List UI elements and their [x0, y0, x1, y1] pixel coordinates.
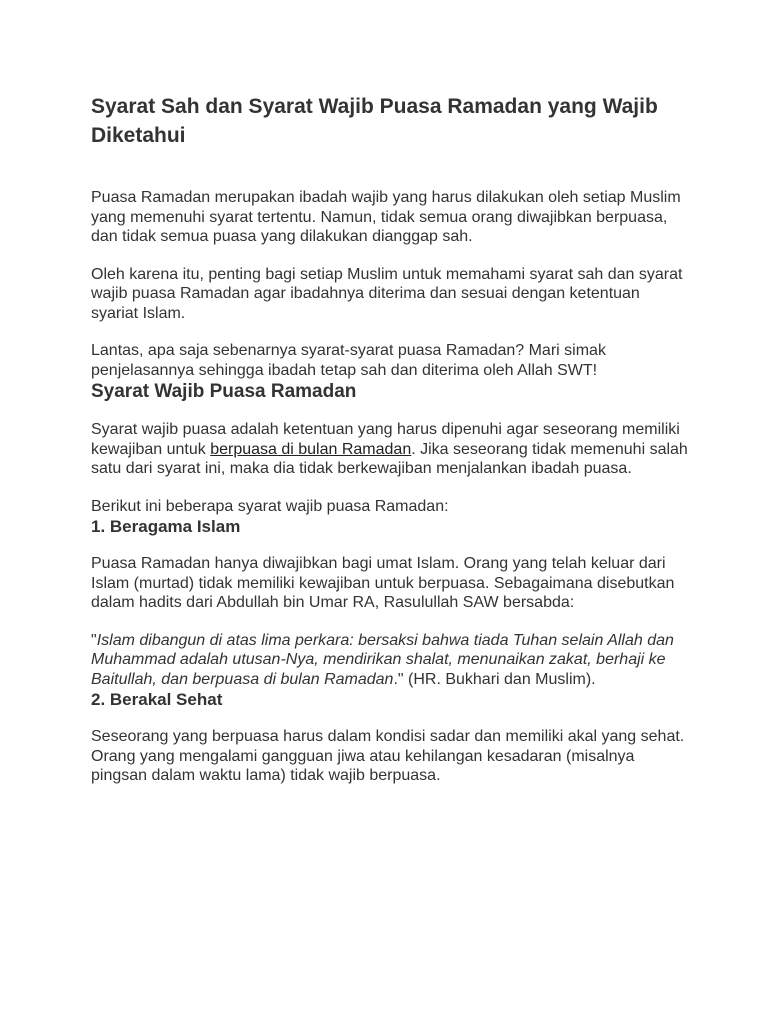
- berpuasa-ramadan-link[interactable]: berpuasa di bulan Ramadan: [210, 440, 412, 458]
- quote-text: Islam dibangun di atas lima perkara: bersaksi bahwa tiada Tuhan selain Allah dan Muhammad adalah utusan-Nya, mendirikan shalat, menunaikan zakat, berhaji ke Baitullah, dan berpuasa di bulan Ramadan: [91, 631, 674, 688]
- quote-citation: ." (HR. Bukhari dan Muslim).: [393, 670, 596, 688]
- syarat-wajib-paragraph-2: Berikut ini beberapa syarat wajib puasa Ramadan:: [91, 497, 449, 515]
- intro-paragraph-3: Lantas, apa saja sebenarnya syarat-syarat puasa Ramadan? Mari simak penjelasannya sehingga ibadah tetap sah dan diterima oleh Allah SWT!: [91, 342, 606, 379]
- beragama-islam-paragraph: Puasa Ramadan hanya diwajibkan bagi umat Islam. Orang yang telah keluar dari Islam (murtad) tidak memiliki kewajiban untuk berpuasa. Sebagaimana disebutkan dalam hadits dari Abdullah bin Umar RA, Rasulullah SAW bersabda:: [91, 555, 675, 611]
- paragraph-text-after-link: . Jika seseorang tidak memenuhi salah satu dari syarat ini, maka dia tidak berkewajiban menjalankan ibadah puasa.: [91, 440, 688, 477]
- intro-paragraph-1: Puasa Ramadan merupakan ibadah wajib yang harus dilakukan oleh setiap Muslim yang memenuhi syarat tertentu. Namun, tidak semua orang diwajibkan berpuasa, dan tidak semua puasa yang dilakukan dianggap sah.: [91, 189, 681, 245]
- subheading-beragama-islam: 1. Beragama Islam: [91, 517, 241, 536]
- intro-paragraph-2: Oleh karena itu, penting bagi setiap Muslim untuk memahami syarat sah dan syarat wajib puasa Ramadan agar ibadahnya diterima dan sesuai dengan ketentuan syariat Islam.: [91, 265, 683, 322]
- section-heading-syarat-wajib: Syarat Wajib Puasa Ramadan: [91, 381, 357, 402]
- berakal-sehat-paragraph: Seseorang yang berpuasa harus dalam kondisi sadar dan memiliki akal yang sehat. Orang yang mengalami gangguan jiwa atau kehilangan kesadaran (misalnya pingsan dalam waktu lama) tidak wajib berpuasa.: [91, 728, 685, 784]
- paragraph-text-before-link: Syarat wajib puasa adalah ketentuan yang harus dipenuhi agar seseorang memiliki kewajiban untuk: [91, 421, 680, 458]
- hadith-quote: [91, 631, 688, 690]
- quote-open-mark: ": [91, 631, 97, 649]
- subheading-berakal-sehat: 2. Berakal Sehat: [91, 690, 223, 709]
- syarat-wajib-paragraph-1: [91, 420, 688, 479]
- article-title: Syarat Sah dan Syarat Wajib Puasa Ramadan yang Wajib Diketahui: [91, 95, 658, 147]
